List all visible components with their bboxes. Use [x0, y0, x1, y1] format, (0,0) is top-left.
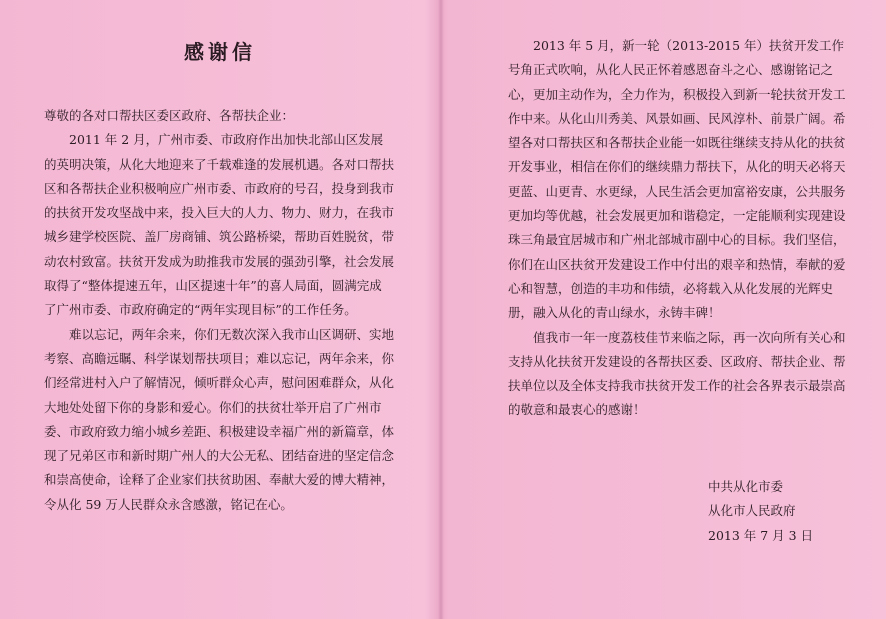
left-page-text — [44, 104, 394, 517]
left-page — [0, 0, 440, 619]
signature-date: 2013 年 7 月 3 日 — [708, 527, 814, 543]
paragraph-1: 2011 年 2 月，广州市委、市政府作出加快北部山区发展的英明决策，从化大地迎来了千载难逢的发展机遇。各对口帮扶区和各帮扶企业积极响应广州市委、市政府的号召，投身到我市的扶贫开发攻坚战中来，投入巨大的人力、物力、财力，在我市城乡建学校医院、盖厂房商铺、筑公路桥梁，帮助百姓脱贫，带动农村致富。扶贫开发成为助推我市发展的强劲引擎，社会发展取得了“整体提速五年，山区提速十年”的喜人局面，圆满完成了广州市委、市政府确定的“两年实现目标”的工作任务。 — [44, 132, 395, 318]
signature-org-2: 从化市人民政府 — [708, 503, 796, 519]
signature-org-1: 中共从化市委 — [708, 479, 784, 494]
signature-block — [708, 475, 868, 548]
right-page-text — [508, 34, 848, 423]
paragraph-4: 值我市一年一度荔枝佳节来临之际，再一次向所有关心和支持从化扶贫开发建设的各帮扶区委、区政府、帮扶企业、帮扶单位以及全体支持我市扶贫开发工作的社会各界表示最崇高的敬意和最衷心的感谢！ — [508, 329, 846, 418]
letter-title: 感谢信 — [184, 40, 256, 64]
paragraph-3: 2013 年 5 月，新一轮（2013-2015 年）扶贫开发工作号角正式吹响，从化人民正怀着感恩奋斗之心、感谢铭记之心，更加主动作为，全力作为，积极投入到新一轮扶贫开发工作中来。从化山川秀美、风景如画、民风淳朴、前景广阔。希望各对口帮扶区和各帮扶企业能一如既往继续支持从化的扶贫开发事业，相信在你们的继续鼎力帮扶下，从化的明天必将天更蓝、山更青、水更绿，人民生活会更加富裕安康，公共服务更加均等优越，社会发展更加和谐稳定，一定能顺利实现建设珠三角最宜居城市和广州北部城市副中心的目标。我们坚信，你们在山区扶贫开发建设工作中付出的艰辛和热情，奉献的爱心和智慧，创造的丰功和伟绩，必将载入从化发展的光辉史册，融入从化的青山绿水，永铸丰碑！ — [508, 38, 846, 321]
paragraph-2: 难以忘记，两年余来，你们无数次深入我市山区调研、实地考察、高瞻远瞩、科学谋划帮扶项目；难以忘记，两年余来，你们经常进村入户了解情况，倾听群众心声，慰问困难群众，从化大地处处留下你的身影和爱心。你们的扶贫壮举开启了广州市委、市政府致力缩小城乡差距、积极建设幸福广州的新篇章，体现了兄弟区市和新时期广州人的大公无私、团结奋进的坚定信念和崇高使命，诠释了企业家们扶贫助困、奉献大爱的博大精神，令从化 59 万人民群众永含感激，铭记在心。 — [44, 326, 395, 512]
salutation: 尊敬的各对口帮扶区委区政府、各帮扶企业： — [44, 108, 295, 123]
right-page — [446, 0, 886, 619]
